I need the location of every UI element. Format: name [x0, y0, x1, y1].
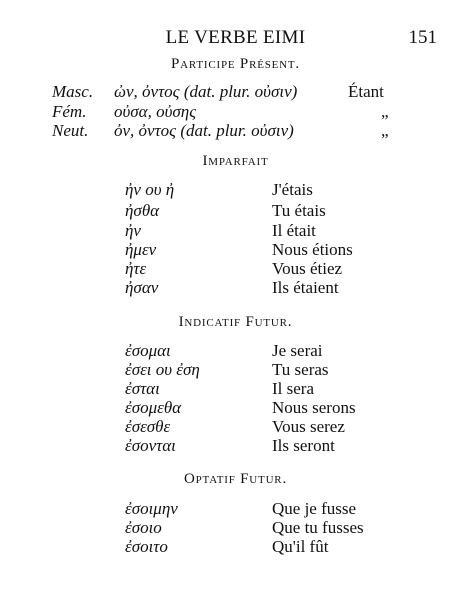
greek-form: ἠσαν: [125, 278, 159, 297]
french-translation: Ils seront: [272, 436, 335, 455]
greek-form: οὐσα, οὐσης: [114, 102, 197, 121]
gender-label: Neut.: [52, 121, 89, 140]
imparfait-heading: Imparfait: [202, 153, 269, 169]
greek-form: ἐσει ου ἐση: [125, 360, 200, 379]
french-translation: Qu'il fût: [272, 537, 329, 556]
french-translation: Tu étais: [272, 201, 326, 220]
ditto-mark: „: [381, 102, 389, 121]
french-translation: Que je fusse: [272, 499, 357, 518]
greek-form: ἠτε: [125, 259, 147, 278]
optatif-futur-heading: Optatif Futur.: [184, 471, 287, 487]
greek-form: ἐσοιτο: [125, 537, 168, 556]
ditto-mark: „: [381, 121, 389, 140]
french-translation: Ils étaient: [272, 278, 339, 297]
french-translation: Vous étiez: [272, 259, 343, 278]
greek-form: ἠν ου ἠ: [125, 180, 175, 199]
french-translation: Que tu fusses: [272, 518, 364, 537]
indicatif-futur-heading: Indicatif Futur.: [178, 314, 293, 330]
running-title: LE VERBE EIMI: [165, 27, 306, 48]
french-translation: Étant: [348, 82, 384, 101]
gender-label: Masc.: [52, 82, 94, 101]
french-translation: Nous serons: [272, 398, 356, 417]
greek-form: ἠσθα: [125, 201, 160, 220]
gender-label: Fém.: [52, 102, 87, 121]
greek-form: ἐσομεθα: [125, 398, 182, 417]
greek-form: ἠν: [125, 221, 141, 240]
french-translation: J'étais: [272, 180, 313, 199]
french-translation: Nous étions: [272, 240, 353, 259]
french-translation: Il était: [272, 221, 316, 240]
greek-form: ἠμεν: [125, 240, 157, 259]
greek-form: ἐσοιμην: [125, 499, 178, 518]
greek-form: ἐσοιο: [125, 518, 162, 537]
greek-form: ὀν, ὀντος (dat. plur. οὐσιν): [114, 121, 294, 140]
greek-form: ἐσομαι: [125, 341, 171, 360]
french-translation: Vous serez: [272, 417, 345, 436]
greek-form: ὠν, ὀντος (dat. plur. οὐσιν): [114, 82, 298, 101]
french-translation: Tu seras: [272, 360, 329, 379]
french-translation: Je serai: [272, 341, 323, 360]
participle-heading: Participe Présent.: [171, 56, 300, 72]
french-translation: Il sera: [272, 379, 315, 398]
greek-form: ἐσται: [125, 379, 160, 398]
greek-form: ἐσονται: [125, 436, 176, 455]
page-number: 151: [408, 27, 437, 48]
greek-form: ἐσεσθε: [125, 417, 171, 436]
